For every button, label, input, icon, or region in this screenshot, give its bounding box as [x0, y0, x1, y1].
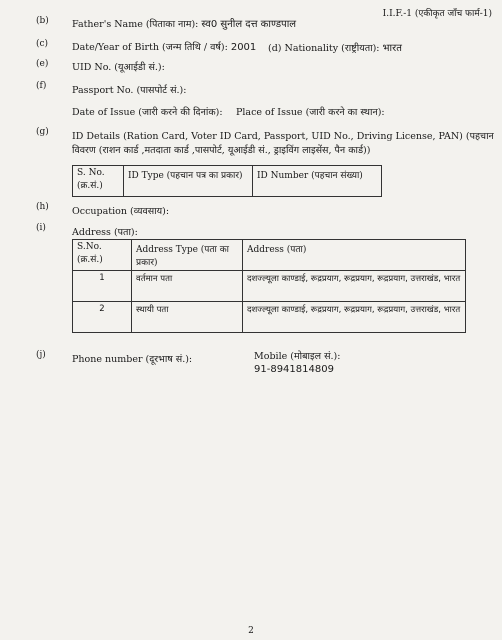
id-details-line2: विवरण (राशन कार्ड ,मतदाता कार्ड ,पासपोर्ट, यूआईडी सं., ड्राइविंग लाइसेंस, पैन कार्ड))	[72, 145, 371, 156]
addr-row1-address: दशज्ल्यूला काण्डाई, रूद्रप्रयाग, रूद्रप्रयाग, रूद्रप्रयाग, उत्तराखंड, भारत	[243, 271, 466, 302]
uid-label: UID No. (यूआईडी सं.):	[72, 62, 165, 73]
fathers-name-value: स्व0 सुनील दत्त काण्डपाल	[201, 19, 297, 30]
addr-header-sno: S.No. (क्र.सं.)	[73, 240, 132, 271]
table-row	[73, 166, 382, 197]
occupation-label: Occupation (व्यवसाय):	[72, 206, 170, 217]
passport-label: Passport No. (पासपोर्ट सं.):	[72, 85, 187, 96]
addr-row2-address: दशज्ल्यूला काण्डाई, रूद्रप्रयाग, रूद्रप्रयाग, रूद्रप्रयाग, उत्तराखंड, भारत	[243, 302, 466, 333]
addr-row1-sno: 1	[73, 271, 132, 302]
form-reference: I.I.F.-1 (एकीकृत जाँच फार्म-1)	[382, 9, 492, 19]
label-g: (g)	[36, 127, 49, 137]
addr-row2-type: स्थायी पता	[132, 302, 243, 333]
addr-row2-sno: 2	[73, 302, 132, 333]
fathers-name-row	[72, 16, 296, 30]
label-e: (e)	[36, 59, 49, 69]
addr-header-address: Address (पता)	[243, 240, 466, 271]
id-header-type: ID Type (पहचान पत्र का प्रकार)	[124, 166, 253, 197]
mobile-label: Mobile (मोबाइल सं.):	[254, 351, 341, 362]
table-row	[73, 302, 466, 333]
page-number: 2	[248, 626, 254, 636]
fathers-name-label: Father's Name (पिताका नाम):	[72, 19, 199, 30]
mobile-value: 91-8941814809	[254, 364, 334, 375]
dob-row	[72, 40, 256, 53]
label-j: (j)	[36, 350, 46, 360]
table-row	[73, 240, 466, 271]
id-header-sno: S. No. (क्र.सं.)	[73, 166, 124, 197]
issue-date-label: Date of Issue (जारी करने की दिनांक):	[72, 107, 223, 118]
label-f: (f)	[36, 81, 47, 91]
phone-label: Phone number (दूरभाष सं.):	[72, 354, 193, 365]
label-c: (c)	[36, 39, 49, 49]
label-b: (b)	[36, 16, 49, 26]
id-details-table	[72, 165, 382, 197]
id-details-line1: ID Details (Ration Card, Voter ID Card, Passport, UID No., Driving License, PAN) (पहचान	[72, 131, 494, 142]
dob-label: Date/Year of Birth (जन्म तिथि / वर्ष):	[72, 42, 228, 53]
issue-place-label: Place of Issue (जारी करने का स्थान):	[236, 107, 385, 118]
id-header-number: ID Number (पहचान संख्या)	[253, 166, 382, 197]
label-i: (i)	[36, 223, 46, 233]
nationality-value: भारत	[382, 43, 402, 54]
addr-row1-type: वर्तमान पता	[132, 271, 243, 302]
nationality-label: (d) Nationality (राष्ट्रीयता):	[268, 43, 380, 54]
label-h: (h)	[36, 202, 49, 212]
addr-header-type: Address Type (पता का प्रकार)	[132, 240, 243, 271]
address-table	[72, 239, 466, 333]
address-label: Address (पता):	[72, 227, 138, 238]
table-row	[73, 271, 466, 302]
nationality-row	[268, 40, 402, 54]
dob-value: 2001	[230, 42, 257, 53]
